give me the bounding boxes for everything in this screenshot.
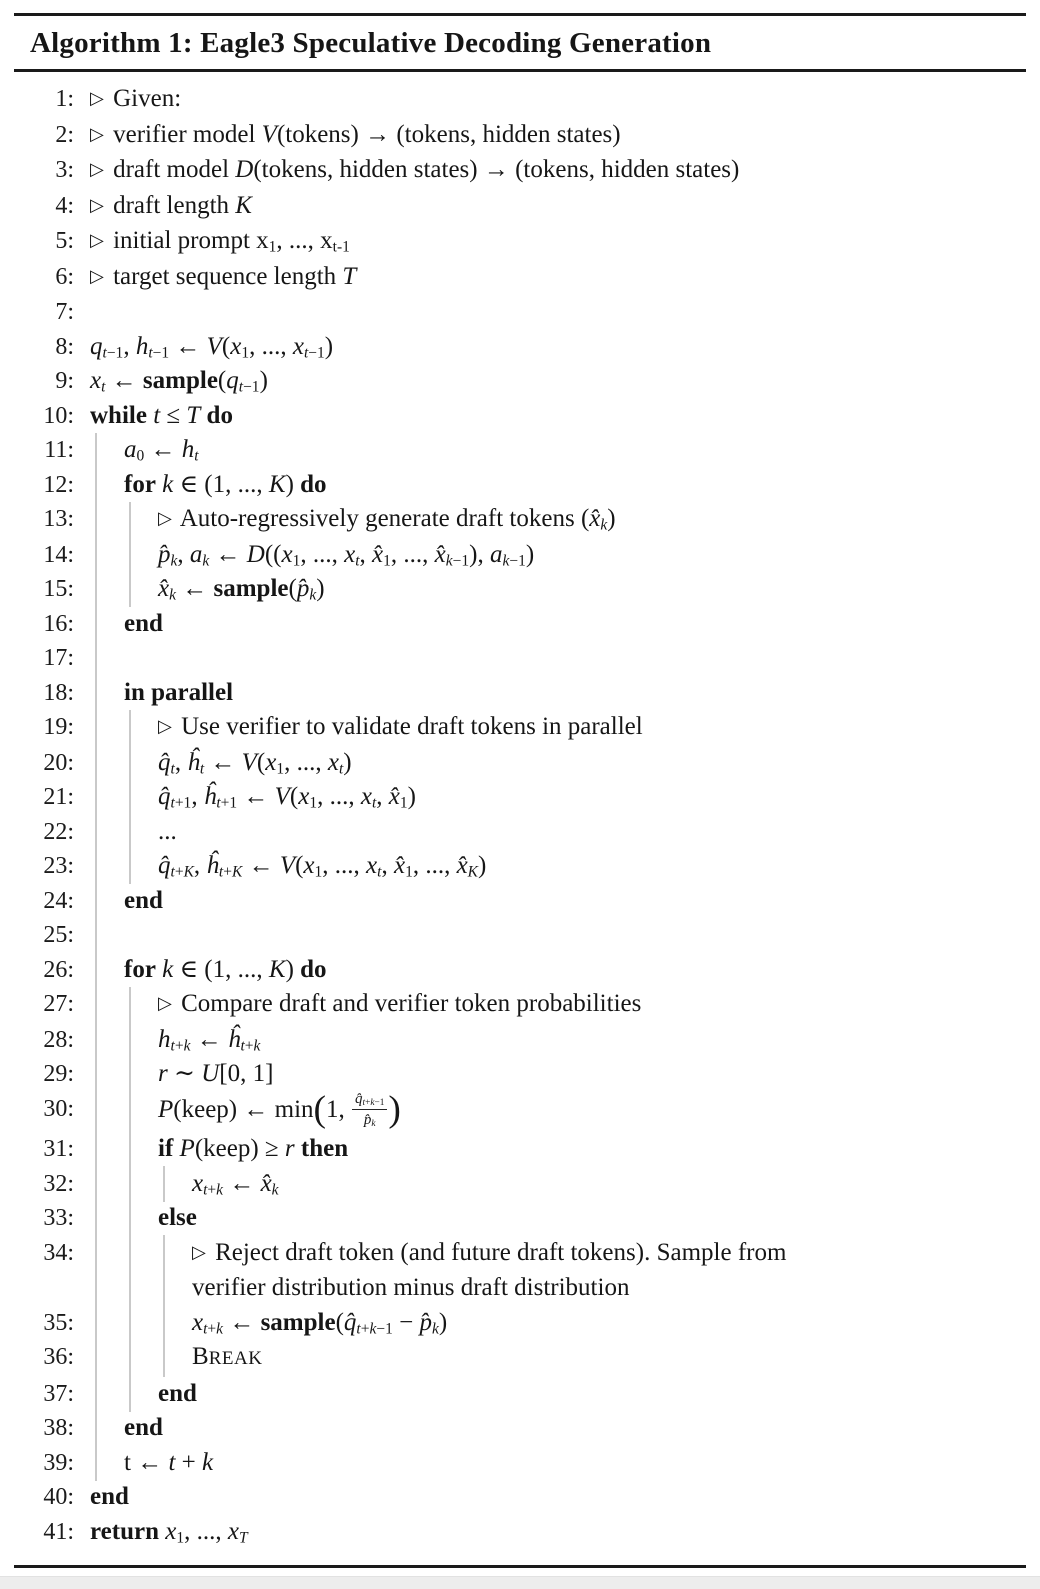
- scope-rule: [95, 1235, 97, 1306]
- algo-line: [18, 1023, 1026, 1058]
- line-text: ▷ Given:: [90, 85, 182, 112]
- line-number: 18:: [43, 679, 74, 706]
- line-number: 13:: [43, 506, 74, 532]
- algo-line: [18, 118, 1026, 154]
- scope-rule: [95, 987, 97, 1024]
- line-text: else: [158, 1204, 197, 1231]
- line-content: [90, 538, 1026, 573]
- line-content: [90, 82, 1026, 118]
- line-content: [90, 224, 1026, 260]
- scope-rule: [95, 1411, 97, 1447]
- line-number: 20:: [43, 749, 74, 776]
- line-number: 35:: [43, 1309, 74, 1336]
- scope-rule: [129, 537, 131, 573]
- scope-rule: [95, 675, 97, 711]
- algo-line: [18, 710, 1026, 746]
- scope-rule: [95, 537, 97, 573]
- algo-line: [18, 468, 1026, 503]
- line-number: 30:: [43, 1095, 74, 1122]
- scope-rule: [129, 1235, 131, 1306]
- scope-rule: [95, 745, 97, 781]
- line-text: ▷ verifier model V(tokens) → (tokens, hidden states): [90, 120, 621, 148]
- line-content: [90, 607, 1026, 642]
- line-number: 41:: [43, 1518, 74, 1545]
- scope-rule: [95, 606, 97, 642]
- algo-line: [18, 641, 1026, 676]
- line-content: [90, 1088, 1026, 1133]
- scope-rule: [95, 1340, 97, 1378]
- line-content: [90, 153, 1026, 189]
- line-content: [90, 1201, 1026, 1236]
- line-number: 39:: [43, 1449, 74, 1476]
- scope-rule: [129, 780, 131, 816]
- line-text: if P(keep) ≥ r then: [158, 1135, 349, 1162]
- line-text: end: [124, 1414, 163, 1441]
- line-text: in parallel: [124, 678, 234, 706]
- line-content: [90, 710, 1026, 746]
- algo-line: [18, 607, 1026, 642]
- algorithm-title: Algorithm 1: Eagle3 Speculative Decoding Generation: [14, 16, 1026, 72]
- line-number: 19:: [43, 714, 74, 740]
- algo-line: [18, 815, 1026, 850]
- algorithm-figure: [14, 13, 1026, 1568]
- algo-line: [18, 1480, 1026, 1515]
- line-number: 1:: [55, 86, 74, 112]
- scope-rule: [129, 1091, 131, 1133]
- line-text: P(keep) ← min(1, $\frac{q̂_{t+k-1}}{p̂_k}$ ): [158, 1088, 401, 1130]
- scope-rule: [129, 502, 131, 539]
- line-content: [90, 1057, 1026, 1092]
- algo-line: [18, 849, 1026, 884]
- scope-rule: [163, 1305, 165, 1341]
- line-number: 23:: [43, 853, 74, 879]
- scope-rule: [95, 1305, 97, 1341]
- scope-rule: [95, 1445, 97, 1481]
- line-text: t ← t + k: [124, 1448, 214, 1476]
- scope-rule: [129, 987, 131, 1024]
- algo-line: [18, 572, 1026, 607]
- line-content: [90, 260, 1026, 296]
- line-number: 33:: [43, 1205, 74, 1231]
- line-content: [90, 189, 1026, 225]
- line-content: [90, 330, 1026, 365]
- line-number: 24:: [43, 887, 74, 914]
- algo-line: [18, 1515, 1026, 1550]
- line-content: [90, 399, 1026, 434]
- algo-line: [18, 82, 1026, 118]
- scope-rule: [129, 1201, 131, 1237]
- line-content: [90, 1236, 1026, 1306]
- line-text: $a_0$ ← $h_t$: [124, 436, 199, 465]
- scope-rule: [95, 572, 97, 608]
- algo-line: [18, 1377, 1026, 1412]
- line-number: 11:: [44, 437, 74, 463]
- algo-line: [18, 1340, 1026, 1377]
- scope-rule: [95, 1022, 97, 1058]
- line-number: 32:: [43, 1170, 74, 1197]
- scope-rule: [95, 1132, 97, 1168]
- line-content: [90, 676, 1026, 711]
- scope-rule: [95, 1057, 97, 1093]
- line-text: $x_{t+k}$ ← $sample(q̂_{t+k-1}$ − $p̂_k$): [192, 1308, 448, 1338]
- scope-rule: [95, 433, 97, 469]
- algo-line: [18, 746, 1026, 781]
- algo-line: [18, 953, 1026, 988]
- line-content: [90, 884, 1026, 919]
- line-content: [90, 1446, 1026, 1481]
- line-content: [90, 1515, 1026, 1550]
- algo-line: [18, 987, 1026, 1023]
- scope-rule: [129, 1340, 131, 1378]
- algo-line: [18, 538, 1026, 573]
- line-content: [90, 1340, 1026, 1377]
- algo-line: [18, 189, 1026, 225]
- line-number: 37:: [43, 1380, 74, 1407]
- algo-line: [18, 780, 1026, 815]
- line-content: [90, 1411, 1026, 1446]
- scope-rule: [129, 1305, 131, 1341]
- line-content: [90, 918, 1026, 953]
- line-text: ▷ Compare draft and verifier token probabilities: [158, 990, 642, 1017]
- line-number: 6:: [55, 263, 74, 290]
- line-number: 36:: [43, 1344, 74, 1370]
- line-text: for k ∈ (1, ..., K) do: [124, 470, 327, 498]
- scope-rule: [163, 1340, 165, 1378]
- scope-rule: [95, 467, 97, 503]
- line-number: 28:: [43, 1026, 74, 1053]
- algo-line: [18, 884, 1026, 919]
- line-content: [90, 849, 1026, 884]
- scope-rule: [95, 952, 97, 988]
- line-text: ▷ draft length K: [90, 191, 252, 219]
- line-content: [90, 641, 1026, 676]
- line-content: [90, 1167, 1026, 1202]
- scope-rule: [163, 1235, 165, 1306]
- scope-rule: [95, 710, 97, 747]
- scope-rule: [95, 1091, 97, 1133]
- line-number: 34:: [43, 1239, 74, 1266]
- algo-line: [18, 330, 1026, 365]
- line-number: 3:: [55, 157, 74, 183]
- algo-line: [18, 364, 1026, 399]
- line-number: 10:: [43, 402, 74, 429]
- line-number: 2:: [55, 121, 74, 148]
- line-content: [90, 815, 1026, 850]
- line-number: 25:: [43, 922, 74, 948]
- line-content: [90, 746, 1026, 781]
- algo-line: [18, 153, 1026, 189]
- line-content: [90, 468, 1026, 503]
- line-text: ▷ Auto-regressively generate draft tokens $(x̂_k)$: [158, 505, 616, 534]
- line-text: ▷ draft model D(tokens, hidden states) → (tokens, hidden states): [90, 156, 740, 183]
- line-text: $x_{t+k}$ ← $x̂_k$: [192, 1169, 279, 1199]
- scope-rule: [129, 814, 131, 850]
- algo-line: [18, 224, 1026, 260]
- line-text: $x_t$ ← $sample(q_{t-1})$: [90, 367, 268, 396]
- line-number: 8:: [55, 333, 74, 360]
- line-text: BREAK: [192, 1343, 263, 1370]
- line-content: [90, 987, 1026, 1023]
- scope-rule: [129, 849, 131, 885]
- line-text: $h_{t+k}$ ← $ĥ_{t+k}$: [158, 1025, 261, 1055]
- line-text: while t ≤ T do: [90, 401, 233, 429]
- line-number: 38:: [43, 1415, 74, 1441]
- algo-line: [18, 1167, 1026, 1202]
- scope-rule: [129, 710, 131, 747]
- line-number: 5:: [55, 228, 74, 254]
- line-number: 40:: [43, 1484, 74, 1510]
- algo-line: [18, 1411, 1026, 1446]
- line-text: end: [158, 1379, 197, 1407]
- line-text: $q̂_{t+K}$, $ĥ_{t+K}$ ← $V(x_1$, ..., $x_t$, $x̂_1$, ..., $x̂_K$): [158, 852, 487, 881]
- scope-rule: [129, 1057, 131, 1093]
- scope-rule: [95, 849, 97, 885]
- line-text: $q̂_t$, $ĥ_t$ ← $V(x_1$, ..., $x_t$): [158, 748, 352, 778]
- line-text: ▷ Use verifier to validate draft tokens in parallel: [158, 713, 643, 740]
- line-text: ▷ target sequence length T: [90, 262, 357, 290]
- algo-line: [18, 433, 1026, 468]
- scope-rule: [129, 745, 131, 781]
- scope-rule: [95, 1201, 97, 1237]
- line-text: end: [124, 609, 163, 637]
- line-text: $q̂_{t+1}$, $ĥ_{t+1}$ ← $V(x_1$, ..., $x_t$, $x̂_1$): [158, 783, 416, 812]
- algo-line: [18, 502, 1026, 538]
- line-content: [90, 364, 1026, 399]
- line-number: 26:: [43, 956, 74, 983]
- line-text: for k ∈ (1, ..., K) do: [124, 955, 327, 983]
- scope-rule: [163, 1166, 165, 1202]
- line-number: 15:: [43, 576, 74, 602]
- algo-line: [18, 399, 1026, 434]
- line-text: end: [124, 886, 163, 914]
- line-number: 17:: [43, 645, 74, 671]
- line-content: [90, 1377, 1026, 1412]
- scope-rule: [95, 641, 97, 677]
- line-content: [90, 118, 1026, 154]
- algo-line: [18, 1088, 1026, 1133]
- line-content: [90, 1306, 1026, 1341]
- algo-line: [18, 260, 1026, 296]
- line-number: 22:: [43, 818, 74, 845]
- scope-rule: [129, 1376, 131, 1412]
- algo-line: [18, 1446, 1026, 1481]
- line-number: 9:: [55, 368, 74, 394]
- line-number: 29:: [43, 1061, 74, 1087]
- scope-rule: [129, 1022, 131, 1058]
- line-content: [90, 295, 1026, 330]
- line-text: r ∼ U[0, 1]: [158, 1060, 274, 1087]
- scope-rule: [129, 1132, 131, 1168]
- line-text: ...: [158, 817, 177, 845]
- scope-rule: [95, 1166, 97, 1202]
- line-text: $q_{t-1}$, $h_{t-1}$ ← $V(x_1$, ..., $x_{t-1}$): [90, 332, 334, 362]
- algo-line: [18, 1306, 1026, 1341]
- line-number: 21:: [43, 784, 74, 810]
- line-number: 16:: [43, 610, 74, 637]
- line-text: $p̂_k$, $a_k$ ← $D((x_1$, ..., $x_t$, $x̂_1$, ..., $x̂_{k-1}$), $a_{k-1}$): [158, 540, 535, 570]
- line-content: [90, 502, 1026, 538]
- line-text: end: [90, 1483, 129, 1510]
- algo-line: [18, 1236, 1026, 1306]
- algorithm-body: [14, 72, 1026, 1568]
- scope-rule: [95, 918, 97, 954]
- algo-line: [18, 676, 1026, 711]
- scope-rule: [95, 814, 97, 850]
- scope-rule: [95, 502, 97, 539]
- algo-line: [18, 1201, 1026, 1236]
- line-number: 14:: [43, 541, 74, 568]
- line-number: 27:: [43, 991, 74, 1017]
- scope-rule: [129, 572, 131, 608]
- line-content: [90, 1023, 1026, 1058]
- scope-rule: [129, 1166, 131, 1202]
- line-content: [90, 780, 1026, 815]
- line-text: ▷ initial prompt $x_1$, ..., $x_{t-1}$: [90, 227, 350, 256]
- line-text: $x̂_k$ ← $sample(p̂_k)$: [158, 575, 325, 604]
- line-number: 12:: [43, 471, 74, 498]
- line-content: [90, 433, 1026, 468]
- scope-rule: [95, 883, 97, 919]
- line-content: [90, 953, 1026, 988]
- line-text: ▷ Reject draft token (and future draft tokens). Sample from verifier distribution minus draft distribution: [192, 1238, 787, 1301]
- algo-line: [18, 1132, 1026, 1167]
- scope-rule: [95, 1376, 97, 1412]
- line-content: [90, 572, 1026, 607]
- algo-line: [18, 918, 1026, 953]
- scope-rule: [95, 780, 97, 816]
- line-content: [90, 1480, 1026, 1515]
- line-number: 4:: [55, 192, 74, 219]
- line-content: [90, 1132, 1026, 1167]
- line-text: return $x_1$, ..., $x_T$: [90, 1517, 248, 1547]
- line-number: 31:: [43, 1136, 74, 1162]
- page-bottom-strip: [0, 1576, 1040, 1589]
- algo-line: [18, 1057, 1026, 1092]
- algo-line: [18, 295, 1026, 330]
- line-number: 7:: [55, 299, 74, 325]
